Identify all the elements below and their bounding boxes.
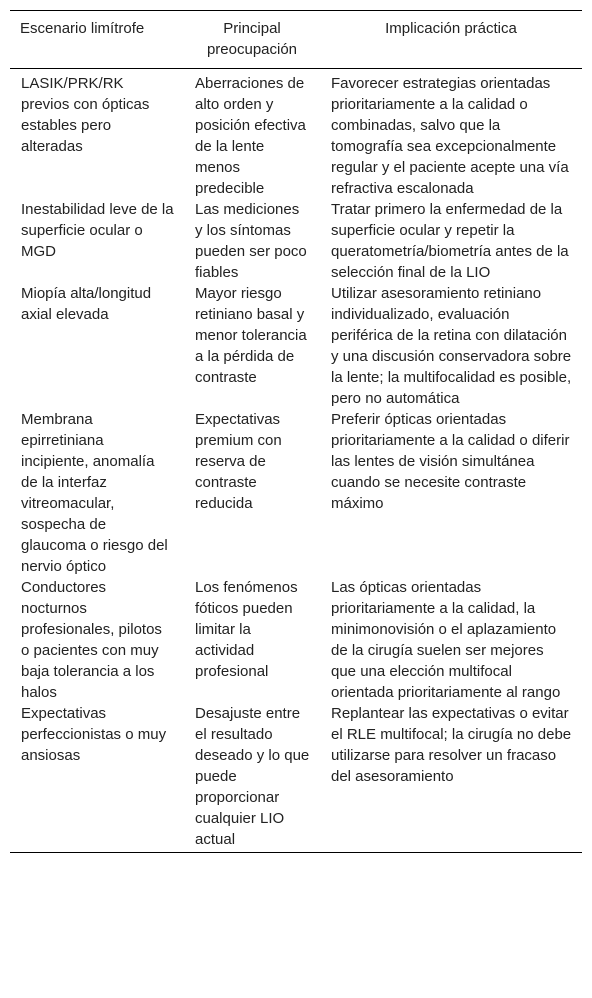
cell-concern: Los fenómenos fóticos pueden limitar la actividad profesional [195, 579, 298, 680]
table-container [10, 10, 582, 853]
table-row [10, 69, 582, 200]
cell-concern: Las mediciones y los síntomas pueden ser poco fiables [195, 201, 307, 281]
cell-implication: Favorecer estrategias orientadas prioritariamente a la calidad o combinadas, salvo que la tomografía sea excepcionalmente regular y el paciente acepte una vía refractiva escalonada [331, 75, 569, 197]
table-row [10, 409, 582, 577]
cell-scenario: Expectativas perfeccionistas o muy ansiosas [21, 705, 167, 764]
table-row [10, 283, 582, 409]
table-header [10, 11, 582, 69]
header-row [10, 11, 582, 69]
table-row [10, 577, 582, 703]
cell-concern: Mayor riesgo retiniano basal y menor tolerancia a la pérdida de contraste [195, 285, 307, 386]
cell-scenario: LASIK/PRK/RK previos con ópticas estables pero alteradas [21, 75, 150, 155]
table-row [10, 703, 582, 853]
cell-concern: Expectativas premium con reserva de contraste reducida [195, 411, 282, 512]
cell-scenario: Conductores nocturnos profesionales, pilotos o pacientes con muy baja tolerancia a los halos [21, 579, 162, 701]
cell-implication: Utilizar asesoramiento retiniano individualizado, evaluación periférica de la retina con dilatación y una discusión conservadora sobre la lente; la multifocalidad es posible, pero no automática [331, 285, 572, 407]
header-scenario: Escenario limítrofe [20, 20, 145, 37]
cell-implication: Replantear las expectativas o evitar el RLE multifocal; la cirugía no debe utilizarse para resolver un fracaso del asesoramiento [331, 705, 572, 785]
table-row [10, 199, 582, 283]
cell-implication: Tratar primero la enfermedad de la superficie ocular y repetir la queratometría/biometría antes de la selección final de la LIO [331, 201, 569, 281]
cell-concern: Desajuste entre el resultado deseado y lo que puede proporcionar cualquier LIO actual [195, 705, 310, 848]
table-body [10, 69, 582, 853]
header-concern: Principal preocupación [206, 20, 298, 58]
header-implication: Implicación práctica [385, 20, 517, 37]
cell-scenario: Inestabilidad leve de la superficie ocular o MGD [21, 201, 174, 260]
cell-concern: Aberraciones de alto orden y posición efectiva de la lente menos predecible [195, 75, 306, 197]
scenario-table [10, 10, 582, 853]
cell-scenario: Membrana epirretiniana incipiente, anomalía de la interfaz vitreomacular, sospecha de glaucoma o riesgo del nervio óptico [21, 411, 168, 575]
cell-implication: Preferir ópticas orientadas prioritariamente a la calidad o diferir las lentes de visión simultánea cuando se necesite contraste máximo [331, 411, 570, 512]
cell-scenario: Miopía alta/longitud axial elevada [21, 285, 152, 323]
cell-implication: Las ópticas orientadas prioritariamente a la calidad, la minimonovisión o el aplazamiento de la cirugía suelen ser mejores que una elección multifocal orientada prioritariamente al rango [331, 579, 561, 701]
